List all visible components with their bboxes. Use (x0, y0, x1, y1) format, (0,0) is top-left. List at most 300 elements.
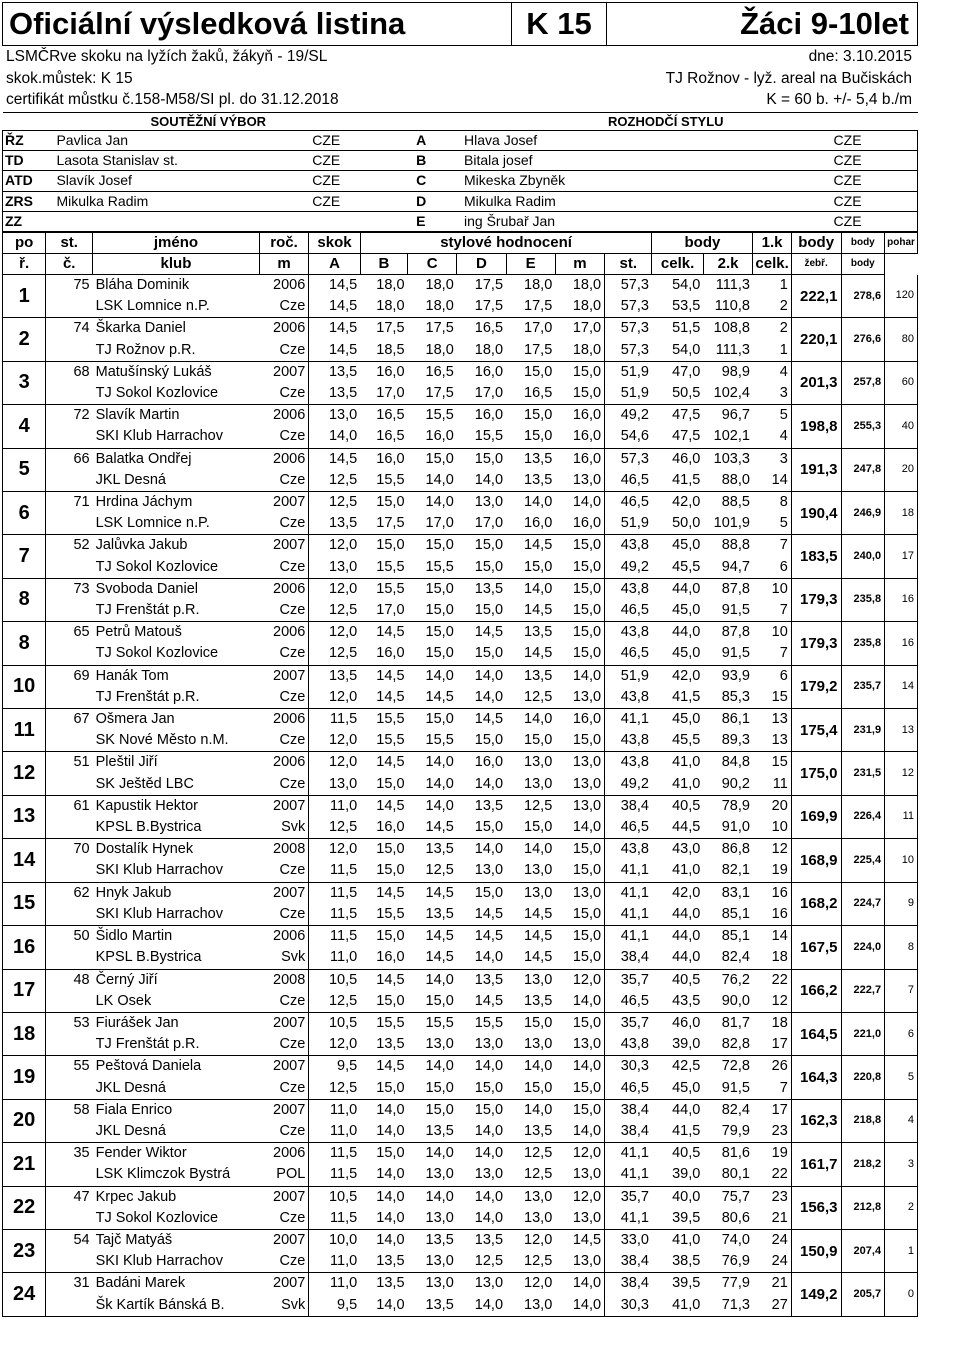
round2-value: 43,8 (605, 1034, 652, 1056)
round1-value: 33,0 (605, 1229, 652, 1251)
round2-value: 15,0 (506, 730, 555, 752)
round2-value: 11,5 (309, 1208, 360, 1230)
total-points: 179,2 (791, 665, 841, 708)
round1-value: 15,0 (376, 841, 405, 858)
round1-value: 16,0 (474, 363, 504, 380)
round1-value: 86,8 (721, 841, 750, 858)
round1-value: 13,5 (524, 450, 553, 467)
round2-value: 18,0 (408, 296, 457, 318)
rank: 12 (3, 752, 46, 795)
col-subheader: celk. (652, 254, 703, 275)
round1-value: 15,0 (572, 580, 602, 597)
round1-value: 15,5 (425, 407, 454, 424)
cup-points: 13 (885, 709, 918, 752)
round2-value: 1 (753, 340, 791, 362)
round1-value: 16,5 (474, 320, 504, 337)
round1-value: 13,5 (474, 1231, 504, 1248)
round2-value: 14,5 (506, 947, 555, 969)
round1-value: 111,3 (715, 277, 750, 293)
round2-value: 91,0 (703, 817, 753, 839)
round2-value: 41,0 (652, 860, 703, 882)
round2-value: 12,0 (309, 687, 360, 709)
bib-empty (46, 513, 93, 535)
round2-value: 15,0 (555, 860, 604, 882)
round2-value: 7 (753, 643, 791, 665)
result-row-2 (3, 1078, 918, 1100)
round2-value: 12,5 (408, 860, 457, 882)
bib-number: 75 (73, 277, 90, 293)
round2-value: 11 (753, 774, 791, 796)
athlete-name: Slavík Martin (95, 407, 180, 424)
round1-value: 14,0 (572, 1275, 602, 1292)
birth-year: 2006 (259, 752, 308, 774)
bib-empty (46, 1295, 93, 1317)
round1-value: 14,0 (474, 1188, 504, 1205)
round1-value: 77,9 (721, 1275, 750, 1292)
round2-value: 13,0 (555, 1164, 604, 1186)
ladder-points: 255,3 (841, 405, 885, 448)
round2-value: 57,3 (605, 340, 652, 362)
round2-value: 15,5 (360, 470, 407, 492)
round1-value: 54,0 (672, 277, 701, 293)
round1-value: 88,8 (721, 537, 750, 554)
round1-value: 23 (771, 1188, 788, 1205)
round1-value: 14,0 (524, 841, 553, 858)
k-point: K = 60 b. +/- 5,4 b./m (766, 91, 912, 108)
round2-value: 14,5 (506, 643, 555, 665)
nation: Cze (259, 774, 308, 796)
round2-value: 18,0 (408, 340, 457, 362)
rank: 4 (3, 405, 46, 448)
cup-points: 0 (885, 1273, 918, 1316)
round1-value: 15,0 (425, 624, 454, 641)
header-row-2 (3, 254, 918, 275)
round1-value: 22 (771, 971, 788, 988)
judge-letter: D (414, 191, 462, 211)
round2-value: 13,0 (506, 1034, 555, 1056)
result-row (3, 405, 918, 427)
birth-year: 2006 (259, 926, 308, 948)
round2-value: 24 (753, 1251, 791, 1273)
round2-value: 15,0 (555, 557, 604, 579)
round2-value: 13,5 (309, 513, 360, 535)
round1-value: 14,0 (524, 494, 553, 511)
round2-value: 16,5 (360, 426, 407, 448)
total-points: 198,8 (791, 405, 841, 448)
rank: 11 (3, 709, 46, 752)
round2-value: 85,1 (703, 904, 753, 926)
round1-value: 13,0 (524, 1188, 553, 1205)
round1-value: 15,0 (376, 1145, 405, 1162)
bib-empty (46, 687, 93, 709)
round2-value: 14,5 (309, 296, 360, 318)
round1-value: 11,0 (309, 1273, 360, 1295)
round1-value: 14,5 (425, 928, 454, 945)
ladder-points: 257,8 (841, 361, 885, 404)
judge-name: Bitala josef (462, 151, 832, 171)
rank: 8 (3, 622, 46, 665)
round1-value: 10,5 (309, 1012, 360, 1034)
round1-value: 15,0 (376, 928, 405, 945)
round2-value: 13,5 (309, 383, 360, 405)
bib-number: 50 (73, 928, 90, 945)
club-name: JKL Desná (93, 1078, 260, 1100)
total-points: 164,3 (791, 1056, 841, 1099)
round1-value: 12,0 (572, 1188, 602, 1205)
round2-value: 13,0 (555, 1034, 604, 1056)
ladder-points: 212,8 (841, 1186, 885, 1229)
round2-value: 38,5 (652, 1251, 703, 1273)
round1-value: 14,0 (524, 711, 553, 728)
round1-value: 14,5 (309, 275, 360, 297)
round1-value: 16,0 (572, 711, 602, 728)
total-points: 149,2 (791, 1273, 841, 1316)
judge-nat: CZE (832, 131, 918, 151)
round2-value: 15,5 (457, 426, 506, 448)
round2-value: 15,0 (457, 1078, 506, 1100)
round2-value: 11,5 (309, 1164, 360, 1186)
round1-value: 13,0 (425, 1275, 454, 1292)
round1-value: 41,1 (605, 709, 652, 731)
total-points: 220,1 (791, 318, 841, 361)
result-row (3, 448, 918, 470)
round1-value: 108,8 (713, 320, 750, 337)
round2-value: 49,2 (605, 557, 652, 579)
birth-year: 2007 (259, 361, 308, 383)
round2-value: 18,0 (457, 340, 506, 362)
round2-value: 11,5 (309, 860, 360, 882)
round2-value: 14,0 (360, 1295, 407, 1317)
round1-value: 14,0 (474, 1145, 504, 1162)
jury-member-name: Mikulka Radim (54, 191, 310, 211)
round2-value: 4 (753, 426, 791, 448)
round1-value: 15,0 (474, 884, 504, 901)
club-name: TJ Frenštát p.R. (93, 1034, 260, 1056)
bib-empty (46, 383, 93, 405)
bib-number: 65 (73, 624, 90, 641)
bib-empty (46, 426, 93, 448)
round1-value: 15,0 (425, 537, 454, 554)
round1-value: 14,5 (524, 928, 553, 945)
birth-year: 2007 (259, 1099, 308, 1121)
birth-year: 2008 (259, 969, 308, 991)
round1-value: 24 (771, 1231, 788, 1248)
result-row (3, 665, 918, 687)
club-name: TJ Sokol Kozlovice (93, 1208, 260, 1230)
result-row (3, 1012, 918, 1034)
ladder-points: 218,8 (841, 1099, 885, 1142)
round1-value: 16 (771, 884, 788, 901)
round1-value: 47,0 (672, 363, 701, 380)
round2-value: 17,5 (506, 340, 555, 362)
athlete-name: Balatka Ondřej (95, 450, 192, 467)
round2-value: 85,3 (703, 687, 753, 709)
round2-value: 13,5 (506, 470, 555, 492)
result-row-2 (3, 513, 918, 535)
bib-empty (46, 904, 93, 926)
bib-number: 73 (73, 580, 90, 597)
round1-value: 12,5 (309, 492, 360, 514)
round2-value: 27 (753, 1295, 791, 1317)
round1-value: 14,0 (425, 494, 454, 511)
nation: Cze (259, 991, 308, 1013)
round1-value: 38,4 (605, 795, 652, 817)
round1-value: 3 (779, 450, 788, 467)
round1-value: 38,4 (605, 1273, 652, 1295)
round2-value: 14,0 (457, 1295, 506, 1317)
round1-value: 14,0 (425, 1058, 454, 1075)
round1-value: 41,1 (605, 926, 652, 948)
round1-value: 88,5 (721, 494, 750, 511)
bib-number: 35 (73, 1145, 90, 1162)
judge-letter: E (414, 211, 462, 231)
round1-value: 17,0 (572, 320, 602, 337)
result-row (3, 882, 918, 904)
nation: Cze (259, 730, 308, 752)
round2-value: 15,0 (555, 947, 604, 969)
round1-value: 41,1 (605, 882, 652, 904)
round2-value: 12,5 (309, 470, 360, 492)
round2-value: 13,0 (506, 860, 555, 882)
round2-value: 19 (753, 860, 791, 882)
round2-value: 16 (753, 904, 791, 926)
athlete-name: Škarka Daniel (95, 320, 186, 337)
round1-value: 13,5 (474, 971, 504, 988)
result-row (3, 622, 918, 644)
athlete-name: Jalůvka Jakub (95, 537, 188, 554)
nation: Svk (259, 947, 308, 969)
bib-empty (46, 730, 93, 752)
round1-value: 51,9 (605, 361, 652, 383)
round2-value: 14,0 (408, 470, 457, 492)
round2-value: 15,0 (457, 600, 506, 622)
bib-empty (46, 1078, 93, 1100)
rank: 19 (3, 1056, 46, 1099)
round1-value: 16,0 (572, 407, 602, 424)
round1-value: 14,0 (425, 971, 454, 988)
jury-member-name: Slavík Josef (54, 171, 310, 191)
round1-value: 42,5 (672, 1058, 701, 1075)
round2-value: 7 (753, 600, 791, 622)
round2-value: 13,0 (506, 1295, 555, 1317)
club-name: JKL Desná (93, 1121, 260, 1143)
round2-value: 41,1 (605, 1164, 652, 1186)
jury-member-nat: CZE (310, 151, 414, 171)
round2-value: 51,9 (605, 513, 652, 535)
jury-member-name: Lasota Stanislav st. (54, 151, 310, 171)
round2-value: 17,0 (457, 383, 506, 405)
round1-value: 43,8 (605, 578, 652, 600)
nation: Cze (259, 1251, 308, 1273)
result-row (3, 926, 918, 948)
round1-value: 14,5 (474, 928, 504, 945)
round2-value: 14,0 (309, 426, 360, 448)
judge-name: Mikeska Zbyněk (462, 171, 832, 191)
bib-empty (46, 1121, 93, 1143)
round1-value: 14,5 (376, 797, 405, 814)
round2-value: 15,0 (555, 1078, 604, 1100)
result-row-2 (3, 1208, 918, 1230)
col-header-jump: skok (309, 233, 360, 254)
round1-value: 17,5 (474, 277, 504, 293)
round1-value: 17,0 (524, 320, 553, 337)
round1-value: 15,5 (376, 1014, 405, 1031)
round2-value: 54,0 (652, 340, 703, 362)
round1-value: 14,0 (524, 580, 553, 597)
round1-value: 40,5 (672, 971, 701, 988)
round2-value: 16,0 (360, 817, 407, 839)
round1-value: 13,5 (309, 665, 360, 687)
round2-value: 76,9 (703, 1251, 753, 1273)
round1-value: 7 (779, 537, 788, 554)
bib-empty (46, 1034, 93, 1056)
round1-value: 103,3 (713, 450, 750, 467)
round2-value: 14,5 (360, 687, 407, 709)
nation: Svk (259, 817, 308, 839)
result-row (3, 578, 918, 600)
round1-value: 74,0 (721, 1231, 750, 1248)
cup-points: 17 (885, 535, 918, 578)
nation: Cze (259, 470, 308, 492)
nation: Cze (259, 513, 308, 535)
rank: 14 (3, 839, 46, 882)
round2-value: 16,5 (506, 383, 555, 405)
round1-value: 72,8 (721, 1058, 750, 1075)
club-name: SK Nové Město n.M. (93, 730, 260, 752)
club-name: TJ Frenštát p.R. (93, 687, 260, 709)
round2-value: 14,5 (408, 687, 457, 709)
bib-empty (46, 1208, 93, 1230)
round2-value: 13,5 (360, 1251, 407, 1273)
bib-empty (46, 340, 93, 362)
round2-value: 14,0 (457, 1208, 506, 1230)
bib-empty (46, 860, 93, 882)
nation: Svk (259, 1295, 308, 1317)
round2-value: 16,0 (408, 426, 457, 448)
round1-value: 15,0 (572, 1101, 602, 1118)
col-subheader: B (360, 254, 407, 275)
ladder-points: 247,8 (841, 448, 885, 491)
round1-value: 14,5 (425, 884, 454, 901)
nation: Cze (259, 383, 308, 405)
round1-value: 57,3 (605, 448, 652, 470)
round2-value: 14,0 (360, 1164, 407, 1186)
athlete-name: Hanák Tom (95, 667, 169, 684)
round1-value: 86,1 (721, 711, 750, 728)
jury-member-nat: CZE (310, 191, 414, 211)
round2-value: 82,1 (703, 860, 753, 882)
round2-value: 12,5 (457, 1251, 506, 1273)
bib-number: 51 (73, 754, 90, 771)
bib-number: 47 (73, 1188, 90, 1205)
rank: 22 (3, 1186, 46, 1229)
round2-value: 94,7 (703, 557, 753, 579)
round1-value: 13,0 (474, 1275, 504, 1292)
round2-value: 111,3 (703, 340, 753, 362)
result-row (3, 1186, 918, 1208)
jury-right-title: ROZHODČÍ STYLU (414, 113, 917, 131)
result-row (3, 361, 918, 383)
round2-value: 14,0 (457, 947, 506, 969)
round2-value: 17,5 (408, 383, 457, 405)
bib-empty (46, 991, 93, 1013)
nation: Cze (259, 340, 308, 362)
round2-value: 51,9 (605, 383, 652, 405)
result-row-2 (3, 860, 918, 882)
round1-value: 44,0 (672, 624, 701, 641)
round1-value: 13,0 (309, 405, 360, 427)
result-row-2 (3, 904, 918, 926)
bib-empty (46, 557, 93, 579)
cup-points: 16 (885, 622, 918, 665)
col-subheader: ř. (3, 254, 46, 275)
jury-row (3, 211, 918, 231)
athlete-name: Ošmera Jan (95, 711, 175, 728)
cup-points: 5 (885, 1056, 918, 1099)
rank: 1 (3, 275, 46, 318)
cup-points: 2 (885, 1186, 918, 1229)
round2-value: 13,0 (408, 1208, 457, 1230)
round2-value: 89,3 (703, 730, 753, 752)
round1-value: 15,0 (572, 363, 602, 380)
round2-value: 15,0 (360, 774, 407, 796)
birth-year: 2008 (259, 839, 308, 861)
round1-value: 14,5 (376, 884, 405, 901)
round2-value: 7 (753, 1078, 791, 1100)
jury-row (3, 131, 918, 151)
round2-value: 41,5 (652, 1121, 703, 1143)
cup-points: 12 (885, 752, 918, 795)
age-group: Žáci 9-10let (740, 6, 909, 41)
round2-value: 17,5 (506, 296, 555, 318)
bib-number: 52 (73, 537, 90, 554)
round1-value: 13,5 (425, 841, 454, 858)
nation: POL (259, 1164, 308, 1186)
round1-value: 20 (771, 797, 788, 814)
round1-value: 46,5 (605, 492, 652, 514)
round1-value: 12,0 (309, 839, 360, 861)
round1-value: 57,3 (605, 318, 652, 340)
club-name: LSK Lomnice n.P. (93, 296, 260, 318)
cup-points: 18 (885, 492, 918, 535)
round1-value: 13,5 (376, 1275, 405, 1292)
nation: Cze (259, 860, 308, 882)
rank: 18 (3, 1012, 46, 1055)
col-header-cup: pohar (885, 233, 918, 254)
round1-value: 11,0 (309, 1099, 360, 1121)
cup-points: 6 (885, 1012, 918, 1055)
bib-number: 61 (73, 797, 90, 814)
nation: Cze (259, 1034, 308, 1056)
round1-value: 15,0 (376, 494, 405, 511)
ladder-points: 235,8 (841, 578, 885, 621)
round2-value: 43,8 (605, 687, 652, 709)
round2-value: 80,6 (703, 1208, 753, 1230)
result-row-2 (3, 643, 918, 665)
col-subheader: č. (46, 254, 93, 275)
round1-value: 18,0 (572, 277, 602, 293)
total-points: 156,3 (791, 1186, 841, 1229)
judge-letter: C (414, 171, 462, 191)
result-row (3, 492, 918, 514)
bib-empty (46, 817, 93, 839)
athlete-name: Badáni Marek (95, 1275, 186, 1292)
total-points: 167,5 (791, 926, 841, 969)
jury-role: TD (3, 151, 55, 171)
round1-value: 14,5 (376, 971, 405, 988)
round2-value: 13,0 (457, 1164, 506, 1186)
round2-value: 12,5 (309, 991, 360, 1013)
